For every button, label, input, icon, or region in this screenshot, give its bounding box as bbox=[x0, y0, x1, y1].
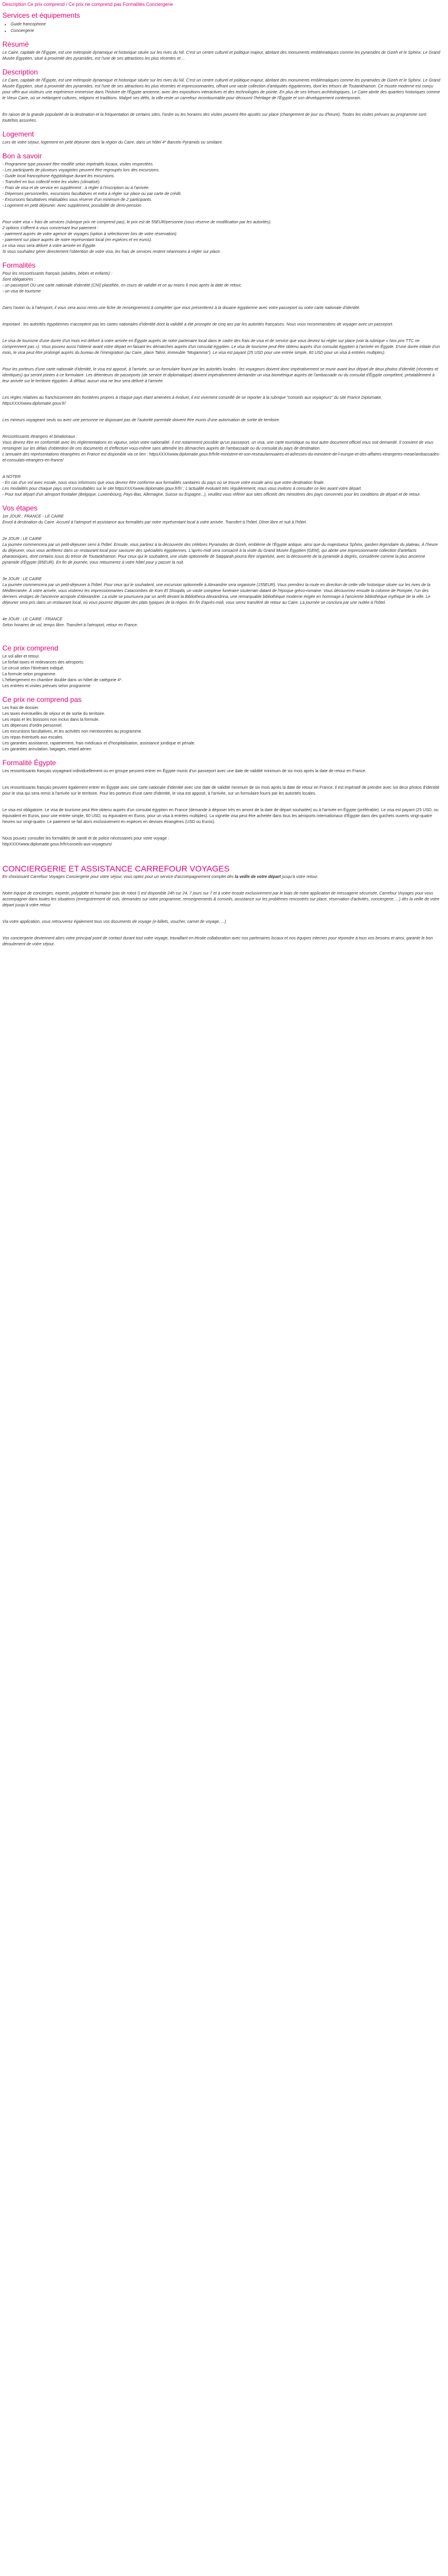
list-item: - Dépenses personnelles, excursions facultatives et extra à régler sur place ou par carte de crédit. bbox=[2, 192, 182, 196]
formalites-note bbox=[2, 474, 441, 498]
comprend-title: Ce prix comprend bbox=[2, 644, 59, 652]
etapes-title: Vos étapes bbox=[2, 504, 38, 512]
page bbox=[0, 0, 443, 948]
list-item: Les excursions facultatives, et les activités non mentionnées au programme. bbox=[2, 730, 142, 734]
list-item: - Frais de visa et de service en supplément : à régler à l'inscription ou à l'arrivée. bbox=[2, 186, 150, 190]
visa-line: Le visa vous sera délivré à votre arrivée en Égypte. bbox=[2, 244, 97, 248]
list-item: L'hébergement en chambre double dans un hôtel de catégorie 4*. bbox=[2, 678, 123, 682]
etape-heading: 4e JOUR : LE CAIRE - FRANCE bbox=[2, 617, 63, 622]
formalites-line: - un visa de tourisme bbox=[2, 290, 41, 294]
conciergerie-paragraph bbox=[2, 874, 441, 880]
formalite-egypte-links bbox=[2, 836, 441, 848]
etape-heading: 2e JOUR : LE CAIRE bbox=[2, 537, 42, 541]
list-item: Les entrées et visites prévues selon programme bbox=[2, 684, 91, 688]
breadcrumb[interactable]: Description Ce prix comprend / Ce prix ne comprend pas Formalités Conciergerie bbox=[2, 2, 173, 7]
ne-comprend-title: Ce prix ne comprend pas bbox=[2, 695, 82, 704]
etape-day bbox=[2, 617, 441, 629]
description-paragraph: Le Caire, capitale de l'Égypte, est une métropole dynamique et historique située sur les rives du Nil. C'est un centre culturel et politique majeur, abritant des monuments emblématiques comme les pyramides de Gizeh et le Sphinx. Le Grand Musée Égyptien, situé à proximité des pyramides, est l'une de ses attractions les plus récentes et impressionnantes, offrant une vaste collection d'antiquités égyptiennes, dont les trésors de Toutankhamon. Ce musée moderne est conçu pour offrir aux visiteurs une expérience immersive dans l'histoire de l'Égypte ancienne, avec des expositions interactives et des technologies de pointe. En plus de ses trésors archéologiques, Le Caire abrite des quartiers historiques comme le Vieux Caire, où se mélangent cultures, religions et traditions. Malgré ses défis, la ville reste un carrefour incontournable pour découvrir l'héritage de l'Égypte et son développement contemporain. bbox=[2, 79, 440, 100]
list-item: Les frais de dossier. bbox=[2, 706, 40, 710]
formalites-link-line[interactable]: Les modalités pour chaque pays sont consultables sur le site httpsXXXXwww.diplomatie.gouv.fr/fr/ ; L'actualité évoluant très régulièrement, nous vous invitons à consulter ce lien avant votre départ. bbox=[2, 487, 362, 491]
visa-line: 2 options s'offrent à vous concernant leur paiement : bbox=[2, 226, 99, 230]
formalites-title: Formalités bbox=[2, 261, 36, 269]
list-item: Les repas éventuels aux escales. bbox=[2, 736, 64, 740]
conciergerie-paragraph: Notre équipe de concierges, experte, polyglotte et humaine (pas de robot !) est disponible 24h sur 24, 7 jours sur 7 et à votre écoute exclusivement par le biais de notre application de messagerie sécurisée, Carrefour Voyages pour vous accompagner dans toutes les situations (enregistrement de vols, demandes sur votre programme, renseignements & conseils, assistance sur les problèmes rencontrés sur place, réservation d'activités, conciergerie, ...) dès la veille de votre départ jusqu'à votre retour. bbox=[2, 892, 440, 908]
etape-text: La journée commencera par un petit-déjeuner servi à l'hôtel. Ensuite, vous partirez à la découverte des célèbres Pyramides de Gizeh, emblème de l'Égypte antique, ainsi que du majestueux Sphinx, gardien légendaire du plateau. À l'heure du déjeuner, vous vous arrêterez dans un restaurant local pour savourer des spécialités égyptiennes. L'après-midi sera consacré à la visite du Grand Musée Égyptien (GEM), qui abrite une impressionnante collection d'artefacts pharaoniques, dont certains issus du trésor de Toutankhamon. Pour ceux qui le souhaitent, une visite optionnelle de Saqqarah pourra être organisée, avec la découverte de la pyramide à degrés, considérée comme la plus ancienne pyramide d'Égypte (85EUR). En fin de journée, vous retournerez à votre hôtel pour y passer la nuit. bbox=[2, 543, 438, 565]
formalites-intro bbox=[2, 271, 441, 295]
conciergerie-emphasis: la veille de votre départ bbox=[235, 875, 281, 879]
formalite-egypte-paragraph: Le visa est obligatoire. Le visa de tourisme peut être obtenu auprès d'un consulat égyptien en France (demande à déposer très en amont de la date de départ souhaitée) ou à l'arrivée en Égypte (préférable). Le visa est payant (25 USD, ou équivalent en Euros, pour une entrée simple, 60 USD, ou équivalent en Euros, pour un visa à entrées multiples). La vignette visa peut être achetée dans tous les aéroports internationaux d'Égypte dans des guichets ouverts vingt-quatre heures sur vingt-quatre. Le paiement se fait alors exclusivement en espèces en devises étrangères (USD ou Euros). bbox=[2, 808, 439, 824]
resume-text: Le Caire, capitale de l'Égypte, est une métropole dynamique et historique située sur les rives du Nil. C'est un centre culturel et politique majeur, abritant des monuments emblématiques comme les pyramides de Gizeh et le Sphinx. Le Grand Musée Égyptien, situé à proximité des pyramides, est l'une de ses attractions les plus récentes et ... bbox=[2, 51, 440, 61]
etape-day bbox=[2, 577, 441, 606]
formalites-paragraph: Important : les autorités égyptiennes n'acceptent pas les cartes nationales d'identité dont la validité a été prorogée de cinq ans par les autorités françaises. Nous vous recommandons de voyager avec un passeport. bbox=[2, 323, 394, 327]
list-item: - Guide local francophone égyptologue durant les excursions. bbox=[2, 174, 115, 178]
bon-a-savoir-title: Bon à savoir bbox=[2, 152, 42, 160]
formalites-line: Vous devrez être en conformité avec les réglementations en vigueur, selon votre nationalité. Il est notamment possible qu'un passeport, un visa, une carte touristique ou tout autre document officiel vous soit demandé. Il convient de vous renseigner sur les délais d'obtention de ces documents et d'effectuer vous-même sans attendre les démarches auprès de l'ambassade ou du consulat du pays de destination. bbox=[2, 441, 434, 451]
etape-day bbox=[2, 514, 441, 526]
list-item: Les garanties annulation, bagages, retard aérien bbox=[2, 747, 92, 752]
conciergerie-text: En choisissant Carrefour Voyages Conciergerie pour votre séjour, vous optez pour un service d'accompagnement complet dès bbox=[2, 875, 235, 879]
formalites-line: Sont obligatoires : bbox=[2, 278, 36, 282]
services-item: • Conciergerie bbox=[11, 28, 441, 34]
formalites-paragraph[interactable]: Les règles relatives au franchissement des frontières propres à chaque pays étant amenées à évoluer, il est vivement conseillé de se reporter à la rubrique "conseils aux voyageurs" du site France Diplomatie, httpsXXXXwww.diplomatie.gouv.fr/ bbox=[2, 396, 382, 406]
services-item: • Guide francophone bbox=[11, 21, 441, 28]
conciergerie-paragraph: Via votre application, vous retrouverez également tous vos documents de voyage (e-billets, voucher, carnet de voyage, ...) bbox=[2, 920, 226, 924]
list-item: - Les participants de plusieurs voyagistes peuvent être regroupés lors des excursions. bbox=[2, 168, 160, 173]
list-item: Le circuit selon l'itinéraire indiqué. bbox=[2, 666, 64, 671]
visa-line: - paiement auprès de votre agence de voyages (option à sélectionner lors de votre réservation) bbox=[2, 232, 177, 236]
list-item: Le vol aller et retour. bbox=[2, 655, 40, 659]
description-paragraph: En raison de la grande popularité de la destination et la fréquentation de certains sites, l'ordre ou les horaires des visites peuvent être ajustés sur place (changement de jour ou d'heure). Toutes les visites prévues au programme sont toutefois assurées. bbox=[2, 113, 427, 123]
formalites-line: A NOTER bbox=[2, 475, 21, 479]
formalites-line: Pour les ressortissants français (adultes, bébés et enfants) : bbox=[2, 272, 112, 276]
etape-text: Selon horaires de vol, temps libre. Transfert à l'aéroport, retour en France. bbox=[2, 623, 138, 627]
etape-heading: 3e JOUR : LE CAIRE bbox=[2, 577, 42, 581]
comprend-list bbox=[2, 654, 441, 689]
etape-text: Envol à destination du Caire. Accueil à l'aéroport et assistance aux formalités par notre représentant local à votre arrivée. Transfert à l'hôtel. Dîner libre et nuit à l'hôtel. bbox=[2, 521, 307, 525]
formalites-foreign bbox=[2, 434, 441, 464]
list-item: - Programme type pouvant être modifié selon impératifs locaux, visites respectées. bbox=[2, 162, 154, 167]
list-item: La formule selon programme. bbox=[2, 672, 57, 676]
list-item: - Excursions facultatives réalisables sous réserve d'un minimum de 2 participants. bbox=[2, 198, 152, 202]
list-item: - Logement en petit déjeuner. Avec supplément, possibilité de demi-pension. bbox=[2, 204, 142, 208]
list-item: Le forfait taxes et redevances des aéroports. bbox=[2, 661, 85, 665]
visa-line: Si vous souhaitez gérer directement l'obtention de votre visa, les frais de services restent néanmoins à régler sur place. bbox=[2, 250, 221, 254]
conciergerie-title: CONCIERGERIE ET ASSISTANCE CARREFOUR VOYAGES bbox=[2, 864, 230, 873]
list-item: Les garanties assistance, rapatriement, frais médicaux et d'hospitalisation, assistance juridique et pénale. bbox=[2, 741, 196, 746]
visa-line: Pour votre visa « frais de services (rubrique prix ne comprend pas), le prix est de 55EUR/personne (sous réserve de modification par les autorités). bbox=[2, 220, 272, 225]
formalites-paragraph: Pour les porteurs d'une carte nationale d'identité, le visa est apposé, à l'arrivée, sur un formulaire fourni par les autorités locales : les voyageurs doivent donc impérativement se munir avant leur départ de deux photos d'identité (récentes et identiques) qui seront jointes à ce formulaire. Les détenteurs de passeports (de service et diplomatique) doivent impérativement demander un visa biométrique auprès de l'ambassade ou du consulat d'Égypte compétent, préalablement à leur arrivée sur le territoire égyptien. À défaut, aucun visa ne leur sera délivré à l'arrivée. bbox=[2, 367, 439, 383]
formalite-egypte-paragraph: Les ressortissants français voyageant individuellement ou en groupe peuvent entrer en Égypte munis d'un passeport avec une date de validité minimum de six mois après la date de retour en France. bbox=[2, 769, 366, 773]
etape-heading: 1er JOUR : FRANCE - LE CAIRE bbox=[2, 515, 64, 519]
formalite-egypte-title: Formalité Égypte bbox=[2, 759, 56, 767]
conciergerie-text: jusqu'à votre retour. bbox=[281, 875, 319, 879]
services-title: Services et équipements bbox=[2, 11, 80, 19]
formalites-line: Ressortissants étrangers et binationaux : bbox=[2, 435, 77, 439]
conciergerie-paragraph: Vos conciergerie deviennent alors votre principal point de contact durant tout votre voyage, travaillant en étroite collaboration avec nos partenaires locaux et nos équipes internes pour répondre à tous vos besoins et ainsi, garantir le bon déroulement de votre séjour. bbox=[2, 936, 433, 947]
logement-title: Logement bbox=[2, 130, 34, 138]
resume-title: Résumé bbox=[2, 40, 29, 48]
list-item: Les repas et les boissons non inclus dans la formule. bbox=[2, 718, 100, 722]
formalites-line: - un passeport OU une carte nationale d'identité (CNI) plastifiée, en cours de validité et ce au moins 6 mois après la date de retour, bbox=[2, 284, 242, 288]
diplomatie-link[interactable]: httpXXXXwww.diplomatie.gouv.fr/fr/conseils-aux-voyageurs/ bbox=[2, 843, 112, 847]
list-item: Les dépenses d'ordre personnel. bbox=[2, 724, 63, 728]
services-list bbox=[11, 21, 441, 34]
formalites-line: - En cas d'un vol avec escale, nous vous informons que vous devrez être conforme aux formalités sanitaires du pays où se trouve votre escale ainsi que votre destination finale. bbox=[2, 481, 325, 485]
formalites-line: - Pour tout départ d'un aéroport frontalier (Belgique, Luxembourg, Pays-Bas, Allemagne, Suisse ou Espagne...), veuillez vous référer aux sites officiels des ministères des pays concernés pour les conditions de départ et de retour. bbox=[2, 493, 421, 497]
formalites-link-line[interactable]: L'annuaire des représentations étrangères en France est disponible via ce lien : httpsXXXXwww.diplomatie.gouv.fr/fr/le-ministere-et-son-reseau/annuaires-et-adresses-du-ministere-de-l-europe-et-des-affaires-etrangeres-meae/ambassades-et-consulats-etrangers-en-france/ bbox=[2, 453, 440, 463]
formalite-egypte-paragraph: Nous pouvez consulter les formalités de santé et de police nécessaires pour votre voyage : bbox=[2, 837, 170, 841]
etape-day bbox=[2, 536, 441, 566]
logement-text: Lors de votre séjour, logement en petit déjeuner dans la région du Caire, dans un hôtel 4* Barcelo Pyramids ou similaire. bbox=[2, 141, 223, 145]
ne-comprend-list bbox=[2, 705, 441, 753]
list-item: Les taxes éventuelles de séjour et de sortie du territoire. bbox=[2, 712, 105, 716]
list-item: - Transfert en bus collectif entre les visites (climatisé). bbox=[2, 180, 100, 184]
description-title: Description bbox=[2, 68, 38, 76]
visa-info bbox=[2, 220, 441, 255]
formalites-paragraph: Le visa de tourisme d'une durée d'un mois est délivré à votre arrivée en Égypte auprès de notre partenaire local dans le cadre des frais de visa et de service que vous devrez lui régler sur place (voir la rubrique « Nos prix TTC ne comprennent pas »). Vous pouvez aussi l'obtenir avant votre départ en faisant les démarches auprès d'un consulat égyptien. Le visa de tourisme peut être obtenu auprès d'un consulat égyptien à l'arrivée en Égypte. D'une durée initiale d'un mois, le visa peut être prolongé auprès du bureau de l'immigration (au Caire, place Tahrir, immeuble "Mogamma"). Le visa est payant (25 USD pour une entrée simple, 60 USD pour un visa à entrées multiples). bbox=[2, 339, 440, 355]
etape-text: La journée commencera par un petit-déjeuner à l'hôtel. Pour ceux qui le souhaitent, une excursion optionnelle à Alexandrie sera organisée (155EUR). Vous prendrez la route en direction de cette ville historique située sur les rives de la Méditerranée. À votre arrivée, vous visiterez les impressionnantes Catacombes de Kom El Shoqafa, un vaste complexe funéraire souterrain datant de l'époque gréco-romaine. Vous découvrirez ensuite la colonne de Pompée, l'un des derniers vestiges de l'ancienne acropole d'Alexandrie. La visite se poursuivra par un arrêt devant la Bibliotheca Alexandrina, une remarquable bibliothèque moderne érigée en hommage à l'ancienne bibliothèque mythique de la ville. Le déjeuner sera pris dans un restaurant local, où vous pourrez déguster des plats typiques de la région. En fin d'après-midi, vous serez transféré de retour au Caire. La journée se conclura par une nuitée à l'hôtel. bbox=[2, 583, 431, 605]
bon-a-savoir-list bbox=[2, 162, 441, 209]
formalite-egypte-paragraph: Les ressortissants français peuvent également entrer en Égypte avec une carte nationale d'identité avec une date de validité minimum de six mois après la date de retour en France. Il est impératif de prendre avec soi deux photos d'identité pour le visa qui sera remis à l'arrivée sur le territoire. Pour les porteurs d'une carte d'identité, le visa est apposé, à l'arrivée, sur un formulaire fourni par les autorités locales. bbox=[2, 786, 440, 796]
formalites-paragraph: Les mineurs voyageant seuls ou avec une personne ne disposant pas de l'autorité parentale doivent être munis d'une autorisation de sortie de territoire. bbox=[2, 418, 281, 422]
visa-line: - paiement sur place auprès de notre représentant local (en espèces et en euros). bbox=[2, 238, 152, 242]
formalites-paragraph: Dans l'avion ou à l'aéroport, il vous sera aussi remis une fiche de renseignement à compléter que vous présenterez à la douane égyptienne avec votre passeport ou votre carte nationale d'identité. bbox=[2, 306, 361, 310]
